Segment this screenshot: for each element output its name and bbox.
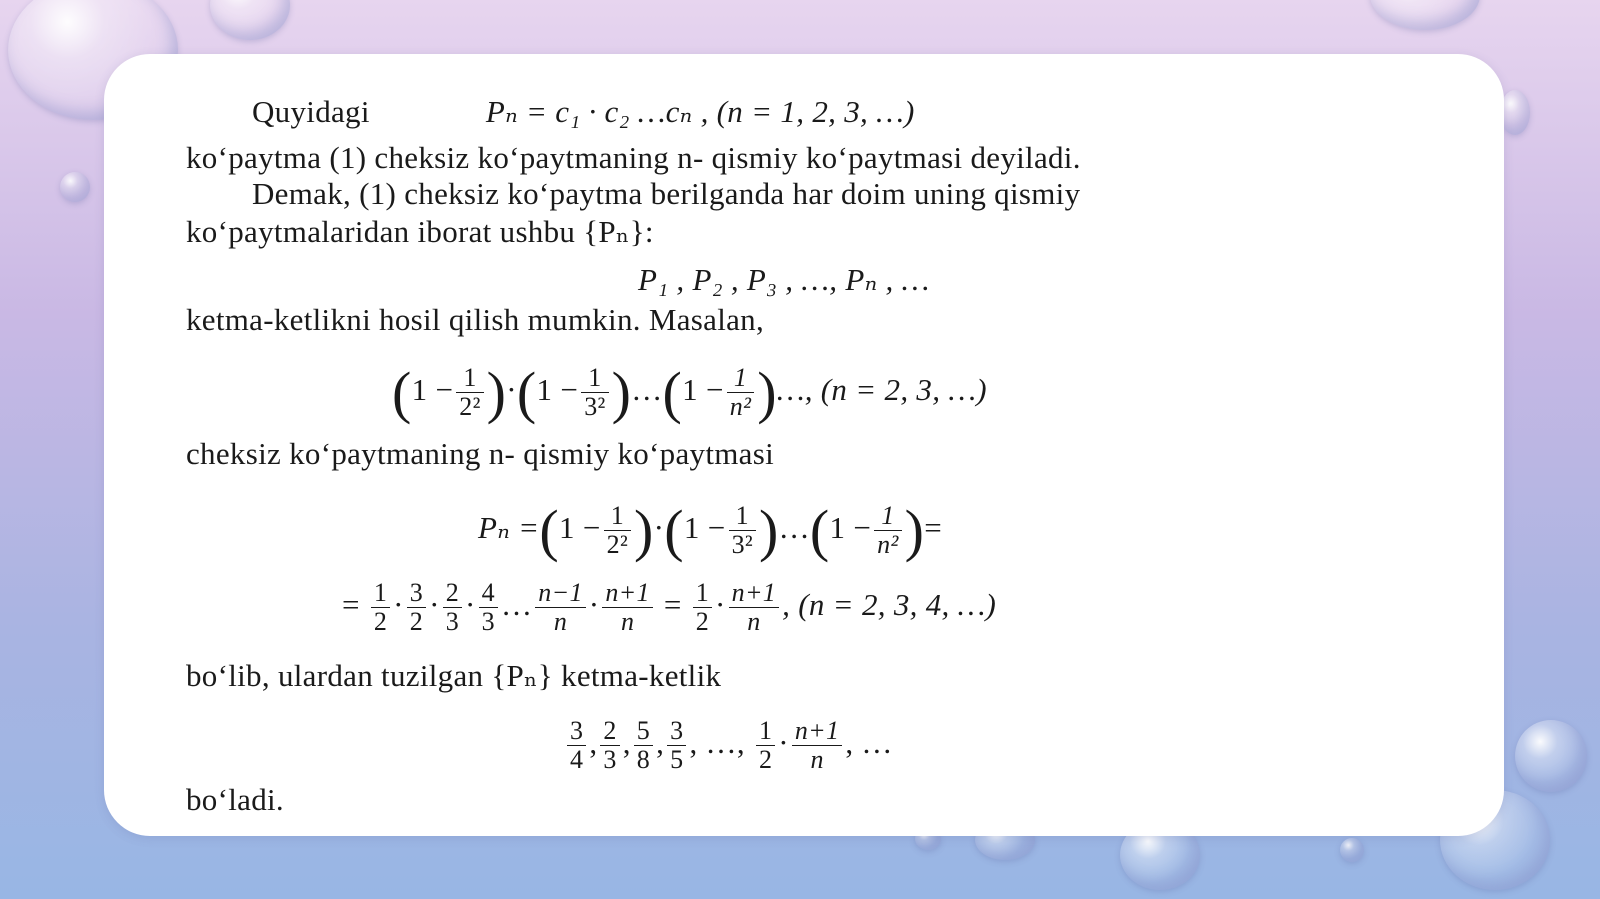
fraction: $\frac{1}{\text{3²}}$ [729, 502, 756, 559]
sequence-formula: P₁ , P₂ , P₃ , …, Pₙ , … [638, 262, 930, 297]
text-line-6: ketma-ketlikni hosil qilish mumkin. Masalan, [186, 302, 765, 337]
partial-product-simplified: = $\frac{1}{2}$ · $\frac{3}{2}$ · $\frac{2}{3}$ · $\frac{4}{3}$ … $\frac{n-1}{n}$ · $\frac{n+1}{n}$ = $\frac{1}{2}$ · $\frac{n+1}{n}$ , (n = 2, 3, 4, …) [342, 578, 997, 637]
fraction: $\frac{3}{5}$ [667, 717, 686, 774]
partial-product-formula: Pₙ = c₁ · c₂ …cₙ , (n = 1, 2, 3, …) [485, 94, 915, 129]
fraction: $\frac{n-1}{n}$ [535, 579, 585, 636]
fraction: $\frac{1}{2}$ [693, 579, 712, 636]
fraction: $\frac{2}{3}$ [600, 717, 619, 774]
bubble-decoration [210, 0, 290, 40]
bubble-decoration [1515, 720, 1587, 792]
fraction: $\frac{2}{3}$ [443, 579, 462, 636]
text-line-11: bo‘lib, ulardan tuzilgan {Pₙ} ketma-ketlik [186, 658, 722, 693]
text-line-13: bo‘ladi. [186, 782, 284, 817]
fraction: $\frac{4}{3}$ [479, 579, 498, 636]
bubble-decoration [1500, 90, 1530, 135]
sequence-values: $\frac{3}{4}$ , $\frac{2}{3}$ , $\frac{5}{8}$ , $\frac{3}{5}$ , …, $\frac{1}{2}$ · $\frac{n+1}{n}$ , … [564, 710, 893, 776]
fraction: $\frac{n+1}{n}$ [602, 579, 652, 636]
fraction: $\frac{3}{2}$ [407, 579, 426, 636]
intro-word: Quyidagi [252, 94, 370, 129]
fraction: $\frac{n+1}{n}$ [729, 579, 779, 636]
fraction: $\frac{1}{\text{2²}}$ [604, 502, 631, 559]
bubble-decoration [60, 172, 90, 202]
fraction: $\frac{1}{\text{n²}}$ [727, 364, 754, 421]
fraction: $\frac{1}{2}$ [756, 717, 775, 774]
text-line-2: ko‘paytma (1) cheksiz ko‘paytmaning n- qismiy ko‘paytmasi deyiladi. [186, 140, 1081, 175]
fraction: $\frac{1}{\text{3²}}$ [581, 364, 608, 421]
fraction: $\frac{1}{\text{n²}}$ [874, 502, 901, 559]
fraction: $\frac{1}{2}$ [371, 579, 390, 636]
text-line-4: ko‘paytmalaridan iborat ushbu {Pₙ}: [186, 214, 654, 249]
bubble-decoration [1370, 0, 1480, 30]
fraction: $\frac{1}{\text{2²}}$ [456, 364, 483, 421]
content-card [104, 54, 1504, 836]
fraction: $\frac{n+1}{n}$ [792, 717, 842, 774]
text-line-8: cheksiz ko‘paytmaning n- qismiy ko‘paytmasi [186, 436, 775, 471]
partial-product-expansion: Pₙ =(1 − $\frac{1}{\text{2²}}$ )·(1 − $\frac{1}{\text{3²}}$ )…(1 − $\frac{1}{\text{n²}}$ )= [478, 497, 942, 563]
text-line-3: Demak, (1) cheksiz ko‘paytma berilganda har doim uning qismiy [252, 176, 1081, 211]
infinite-product-example: (1 − $\frac{1}{\text{2²}}$ )·(1 − $\frac{1}{\text{3²}}$ )…(1 − $\frac{1}{\text{n²}}$ )…, (n = 2, 3, …) [392, 359, 987, 425]
text-line-1 [252, 94, 915, 130]
bubble-decoration [1340, 838, 1364, 862]
fraction: $\frac{3}{4}$ [567, 717, 586, 774]
fraction: $\frac{5}{8}$ [634, 717, 653, 774]
